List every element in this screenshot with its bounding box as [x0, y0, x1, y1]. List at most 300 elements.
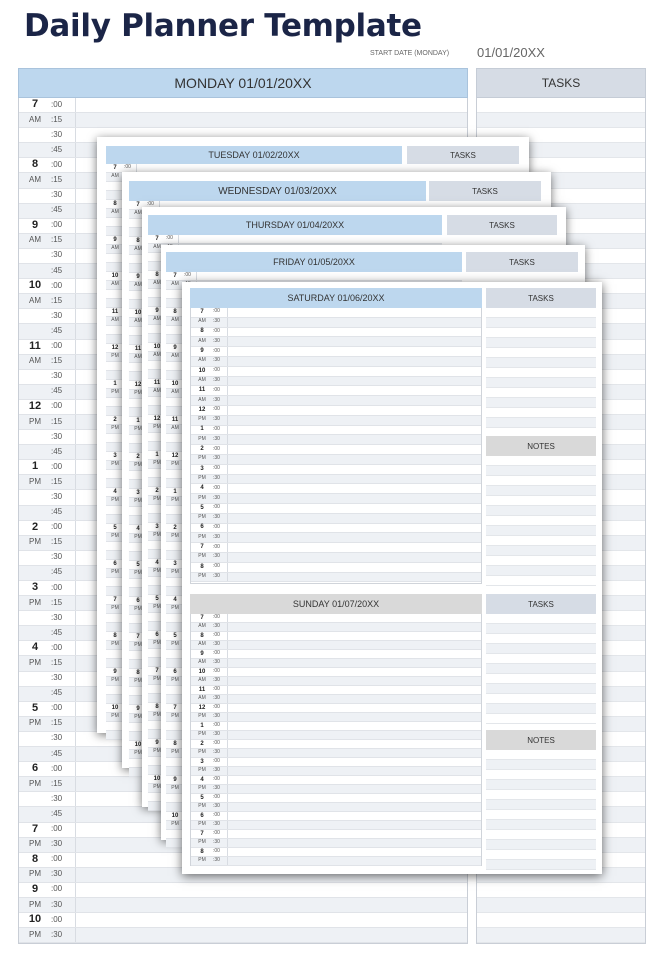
period-label: PM	[153, 604, 161, 610]
hour-label: 1	[200, 426, 204, 433]
minute-label: :00	[213, 614, 220, 620]
entry-line[interactable]	[486, 684, 596, 694]
period-label: PM	[153, 640, 161, 646]
entry-line[interactable]	[486, 750, 596, 760]
entry-line[interactable]	[486, 398, 596, 408]
hour-label: 2	[113, 416, 117, 423]
time-slot-row[interactable]	[191, 767, 481, 776]
time-slot-row[interactable]	[191, 475, 481, 485]
entry-line[interactable]	[486, 780, 596, 790]
time-slot-cell[interactable]	[227, 377, 481, 386]
time-slot-cell[interactable]	[227, 722, 481, 730]
time-slot-row[interactable]	[191, 812, 481, 821]
time-slot-row[interactable]	[191, 848, 481, 857]
entry-line[interactable]	[486, 624, 596, 634]
period-label: AM	[134, 210, 142, 216]
minute-label: :45	[51, 325, 63, 335]
time-slot-cell[interactable]	[227, 668, 481, 676]
saturday-schedule	[190, 308, 482, 584]
entry-line[interactable]	[486, 634, 596, 644]
hour-label: 7	[173, 272, 177, 279]
hour-label: 4	[200, 776, 204, 783]
entry-line[interactable]	[486, 328, 596, 338]
time-slot-cell[interactable]	[227, 740, 481, 748]
time-slot-cell[interactable]	[227, 758, 481, 766]
time-slot-cell[interactable]	[227, 494, 481, 503]
minute-label: :00	[147, 201, 154, 207]
time-slot-cell[interactable]	[75, 98, 467, 112]
time-slot-row[interactable]	[19, 113, 467, 128]
time-slot-row[interactable]	[191, 396, 481, 406]
entry-line[interactable]	[477, 98, 645, 113]
hour-label: 4	[173, 596, 177, 603]
start-date-value[interactable]: 01/01/20XX	[477, 45, 545, 60]
time-slot-cell[interactable]	[227, 543, 481, 552]
entry-line[interactable]	[486, 860, 596, 870]
hour-label: 1	[136, 417, 140, 424]
time-slot-cell[interactable]	[227, 632, 481, 640]
entry-line[interactable]	[477, 883, 645, 898]
minute-label: :00	[213, 668, 220, 674]
time-slot-cell[interactable]	[227, 641, 481, 649]
period-label: PM	[198, 514, 206, 521]
tuesday-tasks-header: TASKS	[407, 146, 519, 164]
time-slot-cell[interactable]	[227, 406, 481, 415]
entry-line[interactable]	[486, 526, 596, 536]
time-slot-cell[interactable]	[75, 913, 467, 927]
period-label: PM	[153, 748, 161, 754]
time-slot-row[interactable]	[191, 704, 481, 713]
minute-label: :30	[51, 431, 63, 441]
time-slot-cell[interactable]	[227, 318, 481, 327]
sunday-header: SUNDAY 01/07/20XX	[190, 594, 482, 614]
entry-line[interactable]	[486, 830, 596, 840]
time-slot-cell[interactable]	[227, 830, 481, 838]
time-slot-row[interactable]	[191, 308, 481, 318]
period-label: AM	[198, 677, 206, 683]
minute-label: :30	[51, 673, 63, 683]
time-slot-row[interactable]	[19, 898, 467, 913]
time-slot-cell[interactable]	[75, 898, 467, 912]
time-slot-row[interactable]	[191, 406, 481, 416]
weekend-page	[182, 282, 602, 874]
time-slot-cell[interactable]	[75, 883, 467, 897]
time-slot-cell[interactable]	[227, 839, 481, 847]
entry-line[interactable]	[486, 378, 596, 388]
time-slot-cell[interactable]	[227, 563, 481, 572]
time-slot-row[interactable]	[191, 749, 481, 758]
minute-label: :00	[124, 164, 131, 170]
minute-label: :30	[213, 337, 220, 344]
time-slot-cell[interactable]	[227, 426, 481, 435]
entry-line[interactable]	[477, 928, 645, 943]
entry-line[interactable]	[486, 644, 596, 654]
time-slot-cell[interactable]	[227, 794, 481, 802]
time-slot-row[interactable]	[191, 514, 481, 524]
hour-label: 11	[198, 686, 206, 693]
time-slot-row[interactable]	[191, 328, 481, 338]
time-slot-row[interactable]	[191, 524, 481, 534]
hour-label: 12	[198, 704, 206, 711]
period-label: PM	[153, 424, 161, 430]
time-slot-cell[interactable]	[227, 812, 481, 820]
minute-label: :45	[51, 808, 63, 818]
period-label: PM	[111, 389, 119, 395]
hour-label: 9	[136, 273, 140, 280]
minute-label: :30	[213, 695, 220, 701]
hour-label: 6	[136, 597, 140, 604]
entry-line[interactable]	[486, 566, 596, 576]
minute-label: :30	[213, 416, 220, 423]
period-label: AM	[134, 282, 142, 288]
minute-label: :30	[51, 552, 63, 562]
period-label: PM	[111, 497, 119, 503]
entry-line[interactable]	[486, 770, 596, 780]
hour-label: 9	[155, 739, 159, 746]
sunday-notes-header: NOTES	[486, 730, 596, 750]
time-slot-row[interactable]	[191, 857, 481, 866]
time-slot-cell[interactable]	[227, 435, 481, 444]
time-slot-cell[interactable]	[178, 235, 442, 243]
entry-line[interactable]	[486, 546, 596, 556]
hour-label: 6	[155, 631, 159, 638]
entry-line[interactable]	[486, 820, 596, 830]
entry-line[interactable]	[486, 456, 596, 466]
time-slot-cell[interactable]	[227, 659, 481, 667]
time-slot-cell[interactable]	[136, 164, 402, 172]
time-slot-cell[interactable]	[227, 524, 481, 533]
minute-label: :00	[51, 341, 63, 351]
time-slot-row[interactable]	[191, 677, 481, 686]
time-slot-row[interactable]	[191, 650, 481, 659]
time-slot-row[interactable]	[191, 641, 481, 650]
entry-line[interactable]	[477, 898, 645, 913]
time-slot-row[interactable]	[191, 740, 481, 749]
minute-label: :30	[213, 731, 220, 737]
period-label: PM	[111, 533, 119, 539]
time-slot-row[interactable]	[191, 533, 481, 543]
hour-label: 7	[173, 704, 177, 711]
entry-line[interactable]	[486, 694, 596, 704]
entry-line[interactable]	[486, 308, 596, 318]
period-label: PM	[134, 462, 142, 468]
entry-line[interactable]	[486, 388, 596, 398]
entry-line[interactable]	[477, 913, 645, 928]
time-slot-row[interactable]	[191, 758, 481, 767]
thursday-tasks-header: TASKS	[447, 215, 557, 235]
time-slot-cell[interactable]	[227, 553, 481, 562]
minute-label: :00	[51, 401, 63, 411]
time-slot-row[interactable]	[191, 426, 481, 436]
hour-label: 9	[173, 776, 177, 783]
entry-line[interactable]	[486, 486, 596, 496]
minute-label: :15	[51, 718, 63, 728]
hour-label: 6	[31, 762, 39, 775]
entry-line[interactable]	[477, 113, 645, 128]
hour-label: 3	[173, 560, 177, 567]
minute-label: :00	[213, 523, 220, 530]
period-label: PM	[153, 460, 161, 466]
minute-label: :30	[213, 803, 220, 809]
entry-line[interactable]	[486, 614, 596, 624]
minute-label: :00	[51, 914, 63, 924]
time-slot-row[interactable]	[191, 543, 481, 553]
minute-label: :00	[51, 461, 63, 471]
hour-label: 1	[113, 380, 117, 387]
time-slot-cell[interactable]	[227, 704, 481, 712]
time-slot-cell[interactable]	[227, 695, 481, 703]
time-slot-row[interactable]	[191, 686, 481, 695]
entry-line[interactable]	[486, 704, 596, 714]
time-slot-cell[interactable]	[227, 396, 481, 405]
time-slot-cell[interactable]	[227, 803, 481, 811]
hour-label: 12	[111, 344, 119, 351]
start-date-label: START DATE (MONDAY)	[370, 50, 450, 57]
time-slot-row[interactable]	[191, 484, 481, 494]
time-slot-cell[interactable]	[227, 686, 481, 694]
time-slot-cell[interactable]	[227, 504, 481, 513]
time-slot-cell[interactable]	[227, 749, 481, 757]
hour-label: 10	[28, 279, 42, 292]
time-slot-row[interactable]	[191, 573, 481, 583]
minute-label: :00	[213, 465, 220, 472]
time-slot-row[interactable]	[19, 883, 467, 898]
period-label: PM	[198, 572, 206, 579]
entry-line[interactable]	[486, 536, 596, 546]
time-slot-row[interactable]	[19, 913, 467, 928]
minute-label: :30	[213, 623, 220, 629]
time-slot-row[interactable]	[191, 794, 481, 803]
time-slot-cell[interactable]	[227, 713, 481, 721]
period-label: PM	[171, 749, 179, 755]
hour-label: 8	[113, 632, 117, 639]
time-slot-row[interactable]	[191, 659, 481, 668]
time-slot-cell[interactable]	[227, 533, 481, 542]
time-slot-cell[interactable]	[75, 113, 467, 127]
hour-label: 7	[136, 201, 140, 208]
entry-line[interactable]	[486, 850, 596, 860]
entry-line[interactable]	[486, 318, 596, 328]
time-slot-row[interactable]	[191, 614, 481, 623]
entry-line[interactable]	[486, 664, 596, 674]
time-slot-row[interactable]	[191, 445, 481, 455]
time-slot-cell[interactable]	[227, 367, 481, 376]
entry-line[interactable]	[486, 516, 596, 526]
time-slot-row[interactable]	[191, 367, 481, 377]
entry-line[interactable]	[486, 800, 596, 810]
hour-label: 10	[198, 367, 206, 374]
hour-label: 8	[200, 848, 204, 855]
period-label: AM	[198, 337, 206, 344]
period-label: PM	[198, 785, 206, 791]
entry-line[interactable]	[486, 840, 596, 850]
time-slot-cell[interactable]	[227, 821, 481, 829]
time-slot-cell[interactable]	[227, 767, 481, 775]
time-slot-cell[interactable]	[227, 347, 481, 356]
entry-line[interactable]	[486, 810, 596, 820]
time-slot-row[interactable]	[191, 347, 481, 357]
entry-line[interactable]	[486, 654, 596, 664]
hour-label: 7	[113, 596, 117, 603]
time-slot-cell[interactable]	[227, 308, 481, 317]
hour-label: 8	[200, 328, 204, 335]
hour-label: 8	[136, 237, 140, 244]
time-slot-row[interactable]	[191, 776, 481, 785]
entry-line[interactable]	[486, 358, 596, 368]
hour-label: 3	[200, 758, 204, 765]
monday-tasks-header: TASKS	[476, 68, 646, 98]
time-slot-cell[interactable]	[227, 416, 481, 425]
time-slot-row[interactable]	[191, 731, 481, 740]
time-slot-row[interactable]	[191, 839, 481, 848]
hour-label: 10	[171, 380, 179, 387]
period-label: PM	[29, 929, 41, 939]
time-slot-row[interactable]	[166, 272, 462, 281]
minute-label: :30	[213, 839, 220, 845]
time-slot-cell[interactable]	[227, 445, 481, 454]
minute-label: :30	[213, 455, 220, 462]
hour-label: 6	[113, 560, 117, 567]
time-slot-cell[interactable]	[227, 650, 481, 658]
time-slot-row[interactable]	[191, 668, 481, 677]
entry-line[interactable]	[486, 760, 596, 770]
time-slot-row[interactable]	[191, 386, 481, 396]
time-slot-row[interactable]	[148, 235, 442, 244]
time-slot-cell[interactable]	[227, 465, 481, 474]
entry-line[interactable]	[486, 674, 596, 684]
time-slot-row[interactable]	[191, 435, 481, 445]
time-slot-cell[interactable]	[227, 731, 481, 739]
period-label: AM	[153, 388, 161, 394]
minute-label: :00	[213, 758, 220, 764]
tuesday-header: TUESDAY 01/02/20XX	[106, 146, 402, 164]
hour-label: 12	[171, 452, 179, 459]
time-slot-cell[interactable]	[196, 272, 462, 280]
time-slot-cell[interactable]	[227, 623, 481, 631]
time-slot-row[interactable]	[191, 563, 481, 573]
period-label: PM	[134, 534, 142, 540]
entry-line[interactable]	[486, 790, 596, 800]
hour-label: 2	[173, 524, 177, 531]
time-slot-cell[interactable]	[227, 475, 481, 484]
time-slot-cell[interactable]	[227, 328, 481, 337]
time-slot-row[interactable]	[191, 318, 481, 328]
entry-line[interactable]	[486, 338, 596, 348]
period-label: AM	[29, 356, 41, 366]
time-slot-row[interactable]	[191, 504, 481, 514]
entry-line[interactable]	[486, 476, 596, 486]
period-label: PM	[171, 821, 179, 827]
time-slot-cell[interactable]	[227, 848, 481, 856]
hour-label: 5	[200, 794, 204, 801]
hour-label: 7	[200, 544, 204, 551]
time-slot-cell[interactable]	[227, 573, 481, 582]
time-slot-cell[interactable]	[227, 677, 481, 685]
time-slot-cell[interactable]	[227, 357, 481, 366]
time-slot-row[interactable]	[191, 553, 481, 563]
time-slot-row[interactable]	[191, 377, 481, 387]
time-slot-cell[interactable]	[227, 386, 481, 395]
hour-label: 10	[111, 272, 119, 279]
entry-line[interactable]	[486, 506, 596, 516]
time-slot-cell[interactable]	[227, 785, 481, 793]
period-label: PM	[198, 455, 206, 462]
period-label: PM	[171, 677, 179, 683]
hour-label: 6	[200, 524, 204, 531]
hour-label: 10	[134, 309, 142, 316]
time-slot-row[interactable]	[191, 623, 481, 632]
entry-line[interactable]	[486, 418, 596, 428]
minute-label: :00	[213, 367, 220, 374]
time-slot-cell[interactable]	[227, 484, 481, 493]
time-slot-cell[interactable]	[227, 614, 481, 622]
time-slot-row[interactable]	[191, 830, 481, 839]
hour-label: 10	[134, 741, 142, 748]
entry-line[interactable]	[486, 408, 596, 418]
minute-label: :00	[213, 722, 220, 728]
time-slot-row[interactable]	[191, 416, 481, 426]
time-slot-row[interactable]	[191, 494, 481, 504]
hour-label: 7	[155, 667, 159, 674]
time-slot-row[interactable]	[191, 455, 481, 465]
entry-line[interactable]	[486, 576, 596, 586]
time-slot-cell[interactable]	[227, 776, 481, 784]
entry-line[interactable]	[486, 496, 596, 506]
hour-label: 11	[171, 416, 179, 423]
minute-label: :30	[213, 713, 220, 719]
hour-label: 3	[155, 523, 159, 530]
entry-line[interactable]	[486, 368, 596, 378]
time-slot-cell[interactable]	[227, 514, 481, 523]
period-label: PM	[29, 718, 41, 728]
hour-label: 10	[198, 668, 206, 675]
entry-line[interactable]	[486, 466, 596, 476]
hour-label: 2	[136, 453, 140, 460]
period-label: AM	[29, 235, 41, 245]
time-slot-row[interactable]	[191, 821, 481, 830]
time-slot-row[interactable]	[191, 357, 481, 367]
hour-label: 8	[155, 271, 159, 278]
hour-label: 5	[155, 595, 159, 602]
entry-line[interactable]	[486, 556, 596, 566]
period-label: PM	[134, 606, 142, 612]
time-slot-row[interactable]	[191, 722, 481, 731]
time-slot-cell[interactable]	[75, 928, 467, 942]
time-slot-cell[interactable]	[227, 337, 481, 346]
hour-label: 4	[31, 641, 39, 654]
hour-label: 9	[173, 344, 177, 351]
time-slot-row[interactable]	[191, 713, 481, 722]
time-slot-row[interactable]	[191, 465, 481, 475]
entry-line[interactable]	[486, 714, 596, 724]
entry-line[interactable]	[486, 348, 596, 358]
sunday-tasks-header: TASKS	[486, 594, 596, 614]
time-slot-row[interactable]	[191, 337, 481, 347]
period-label: PM	[153, 532, 161, 538]
time-slot-cell[interactable]	[227, 857, 481, 865]
period-label: AM	[198, 396, 206, 403]
time-slot-cell[interactable]	[227, 455, 481, 464]
time-slot-row[interactable]	[19, 98, 467, 113]
time-slot-row[interactable]	[191, 695, 481, 704]
time-slot-row[interactable]	[191, 785, 481, 794]
time-slot-row[interactable]	[191, 632, 481, 641]
period-label: PM	[29, 869, 41, 879]
minute-label: :00	[213, 704, 220, 710]
time-slot-row[interactable]	[19, 928, 467, 943]
time-slot-row[interactable]	[191, 803, 481, 812]
period-label: PM	[153, 784, 161, 790]
